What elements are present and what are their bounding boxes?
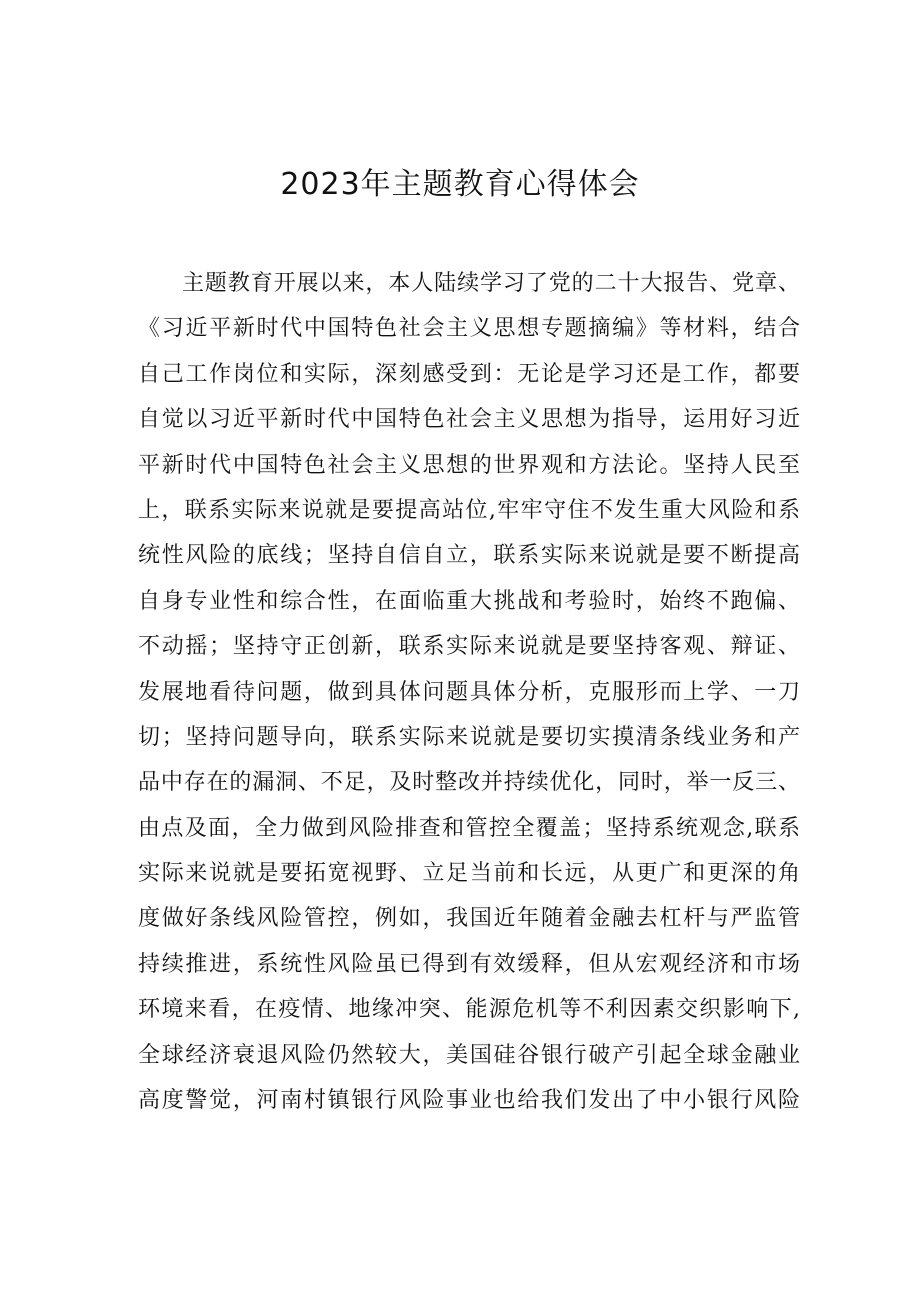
paragraph-line: 持续推进，系统性风险虽已得到有效缓释，但从宏观经济和市场 (138, 951, 800, 977)
document-title: 2023年主题教育心得体会 (280, 167, 640, 202)
paragraph-line: 由点及面，全力做到风险排查和管控全覆盖；坚持系统观念,联系 (138, 815, 800, 841)
paragraph-line: 《习近平新时代中国特色社会主义思想专题摘编》等材料，结合 (138, 316, 800, 342)
paragraph-line: 自己工作岗位和实际，深刻感受到：无论是学习还是工作，都要 (138, 361, 800, 387)
paragraph-line: 度做好条线风险管控，例如，我国近年随着金融去杠杆与严监管 (138, 906, 800, 932)
paragraph-line: 切；坚持问题导向，联系实际来说就是要切实摸清条线业务和产 (138, 724, 800, 750)
paragraph-line: 发展地看待问题，做到具体问题具体分析，克服形而上学、一刀 (138, 679, 800, 705)
paragraph-line: 平新时代中国特色社会主义思想的世界观和方法论。坚持人民至 (138, 452, 800, 478)
body-paragraph (138, 261, 800, 1123)
paragraph-line: 不动摇；坚持守正创新，联系实际来说就是要坚持客观、辩证、 (138, 634, 800, 660)
paragraph-line: 自身专业性和综合性，在面临重大挑战和考验时，始终不跑偏、 (138, 588, 800, 614)
paragraph-line: 环境来看，在疫情、地缘冲突、能源危机等不利因素交织影响下, (138, 997, 800, 1023)
paragraph-line: 上，联系实际来说就是要提高站位,牢牢守住不发生重大风险和系 (138, 497, 800, 523)
paragraph-line: 全球经济衰退风险仍然较大，美国硅谷银行破产引起全球金融业 (138, 1042, 800, 1068)
paragraph-line: 自觉以习近平新时代中国特色社会主义思想为指导，运用好习近 (138, 407, 800, 433)
paragraph-line: 主题教育开展以来，本人陆续学习了党的二十大报告、党章、 (182, 271, 800, 296)
paragraph-line: 品中存在的漏洞、不足，及时整改并持续优化，同时，举一反三、 (138, 770, 800, 796)
paragraph-line: 高度警觉，河南村镇银行风险事业也给我们发出了中小银行风险 (138, 1088, 800, 1114)
paragraph-line: 实际来说就是要拓宽视野、立足当前和长远，从更广和更深的角 (138, 861, 800, 887)
paragraph-line: 统性风险的底线；坚持自信自立，联系实际来说就是要不断提高 (138, 543, 800, 569)
